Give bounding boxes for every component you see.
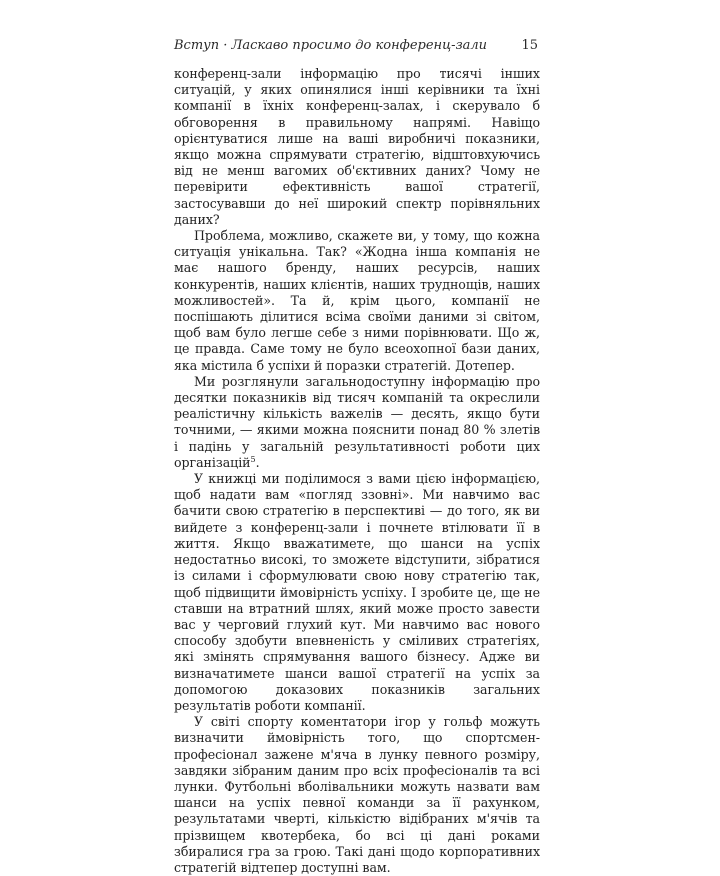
- paragraph-text: У світі спорту коментатори ігор у гольф можуть визначити ймовірність того, що спортсмен-професіонал зажене м'яча в лунку певного розміру, завдяки зібраним даним про всіх професіоналів та всі лунки. Футбольні вболівальники можуть назвати вам шанси на успіх певної команди за її рахунком, результатами чверті, кількістю відібраних м'ячів та прізвищем квотербека, бо всі ці дані роками збиралися гра за грою. Такі дані щодо корпоративних стратегій відтепер доступні вам.: [174, 714, 540, 875]
- paragraph: [174, 374, 540, 471]
- page-number: 15: [521, 38, 538, 53]
- body-text: [174, 66, 540, 876]
- page-header: [174, 36, 538, 56]
- paragraph-end: .: [255, 454, 260, 470]
- paragraph-text: конференц-зали інформацію про тисячі інших ситуацій, у яких опинялися інші керівники та їхні компанії в їхніх конференц-залах, і скерувало б обговорення в правильному напрямі. Навіщо орієнтуватися лише на ваші виробничі показники, якщо можна спрямувати стратегію, відштовхуючись від не менш вагомих об'єктивних даних? Чому не перевірити ефективність вашої стратегії, застосувавши до неї широкий спектр порівняльних даних?: [174, 66, 540, 227]
- paragraph-text: У книжці ми поділимося з вами цією інформацією, щоб надати вам «погляд ззовні». Ми навчимо вас бачити свою стратегію в перспективі — до того, як ви вийдете з конференц-зали і почнете втілювати її в життя. Якщо вважатимете, що шанси на успіх недостатньо високі, то зможете відступити, зібратися із силами і сформулювати свою нову стратегію так, щоб підвищити ймовірність успіху. І зробите це, ще не ставши на втратний шлях, який може просто завести вас у черговий глухий кут. Ми навчимо вас нового способу здобути впевненість у сміливих стратегіях, які змінять спрямування вашого бізнесу. Адже ви визначатимете шанси вашої стратегії на успіх за допомогою доказових показників загальних результатів роботи компанії.: [174, 471, 540, 713]
- paragraph: [174, 228, 540, 374]
- paragraph-text: Проблема, можливо, скажете ви, у тому, що кожна ситуація унікальна. Так? «Жодна інша компанія не має нашого бренду, наших ресурсів, наших конкурентів, наших клієнтів, наших труднощів, наших можливостей». Та й, крім цього, компанії не поспішають ділитися всіма своїми даними зі світом, щоб вам було легше себе з ними порівнювати. Що ж, це правда. Саме тому не було всеохопної бази даних, яка містила б успіхи й поразки стратегій. Дотепер.: [174, 228, 540, 373]
- running-head: Вступ · Ласкаво просимо до конференц-зали: [174, 38, 488, 53]
- paragraph-continuation: [174, 66, 540, 228]
- paragraph-text: Ми розглянули загальнодоступну інформацію про десятки показників від тисяч компаній та окреслили реалістичну кількість важелів — десять, якщо бути точними, — якими можна пояснити понад 80 % злетів і падінь у загальній результативності роботи цих організацій: [174, 373, 540, 470]
- paragraph: [174, 714, 540, 876]
- paragraph: [174, 471, 540, 714]
- footnote-reference[interactable]: 5: [250, 454, 256, 464]
